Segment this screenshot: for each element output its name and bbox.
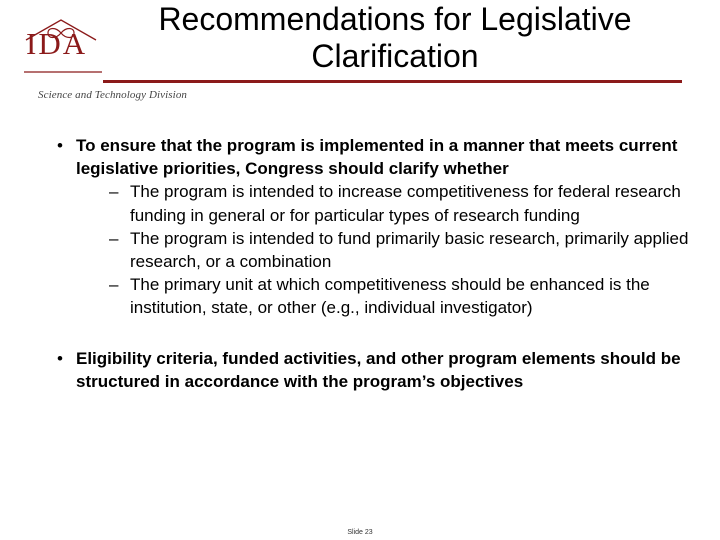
sub-bullet-item bbox=[76, 180, 692, 226]
title-line-2: Clarification bbox=[311, 38, 479, 74]
bullet-item bbox=[52, 134, 692, 320]
title-line-1: Recommendations for Legislative bbox=[158, 1, 632, 37]
sub-bullet-item bbox=[76, 227, 692, 273]
bullet-marker: • bbox=[57, 348, 63, 368]
sub-bullet-text: The program is intended to increase competitiveness for federal research funding in general or for particular types of research funding bbox=[130, 182, 681, 225]
bullet-item bbox=[52, 347, 692, 393]
dash-marker: – bbox=[109, 275, 119, 295]
bullet-text: To ensure that the program is implemented in a manner that meets current legislative priorities, Congress should clarify whether bbox=[76, 136, 678, 179]
title-divider bbox=[103, 80, 682, 83]
slide-number: Slide 23 bbox=[347, 529, 373, 536]
sub-bullet-item bbox=[76, 273, 692, 319]
ida-logo-text: IDA bbox=[26, 26, 88, 61]
dash-marker: – bbox=[109, 228, 119, 248]
sub-bullet-text: The primary unit at which competitiveness should be enhanced is the institution, state, or other (e.g., individual investigator) bbox=[130, 275, 650, 318]
slide-title bbox=[95, 1, 695, 75]
dash-marker: – bbox=[109, 182, 119, 202]
division-label: Science and Technology Division bbox=[38, 89, 188, 101]
slide-content bbox=[52, 134, 692, 393]
sub-bullet-text: The program is intended to fund primarily basic research, primarily applied research, or a combination bbox=[130, 228, 689, 272]
bullet-marker: • bbox=[57, 136, 63, 155]
bullet-text: Eligibility criteria, funded activities, and other program elements should be structured in accordance with the program’s objectives bbox=[76, 348, 681, 391]
